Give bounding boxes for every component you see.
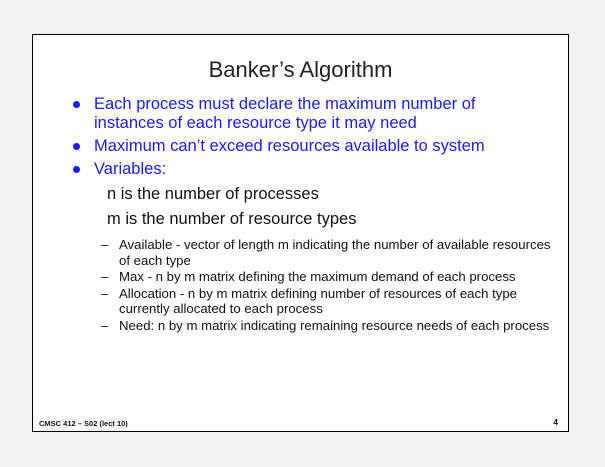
dash-icon: –	[101, 237, 109, 252]
slide	[32, 34, 569, 432]
bullet-text: Each process must declare the maximum number of instances of each resource type it may need	[94, 95, 476, 132]
bullet-dot-icon	[73, 166, 80, 173]
bullet-dot-icon	[73, 101, 80, 108]
dash-icon: –	[101, 269, 109, 284]
slide-title: Banker’s Algorithm	[208, 57, 393, 82]
variable-n: n is the number of processes	[107, 185, 319, 203]
sub-item-list	[101, 237, 559, 334]
dash-icon: –	[101, 285, 109, 301]
sub-item-text: Available - vector of length m indicating the number of available resources of each type	[119, 237, 551, 268]
dash-icon: –	[101, 317, 109, 333]
bullet-item	[73, 160, 544, 179]
bullet-item	[73, 95, 544, 133]
sub-item-text: Need: n by m matrix indicating remaining resource needs of each process	[119, 317, 550, 333]
variable-m: m is the number of resource types	[107, 210, 357, 228]
bullet-item	[73, 137, 544, 156]
sub-item	[101, 269, 559, 285]
bullet-text: Maximum can’t exceed resources available to system	[94, 137, 485, 155]
page-number: 4	[553, 417, 558, 427]
bullet-dot-icon	[73, 143, 80, 150]
bullet-text: Variables:	[94, 160, 167, 178]
sub-item	[101, 286, 559, 317]
bullet-list	[73, 95, 544, 183]
sub-item	[101, 237, 559, 268]
footer-course: CMSC 412 – S02 (lect 10)	[39, 419, 128, 428]
sub-item-text: Allocation - n by m matrix defining number of resources of each type currently allocated to each process	[119, 285, 518, 316]
sub-item	[101, 318, 559, 334]
sub-item-text: Max - n by m matrix defining the maximum demand of each process	[119, 269, 516, 284]
